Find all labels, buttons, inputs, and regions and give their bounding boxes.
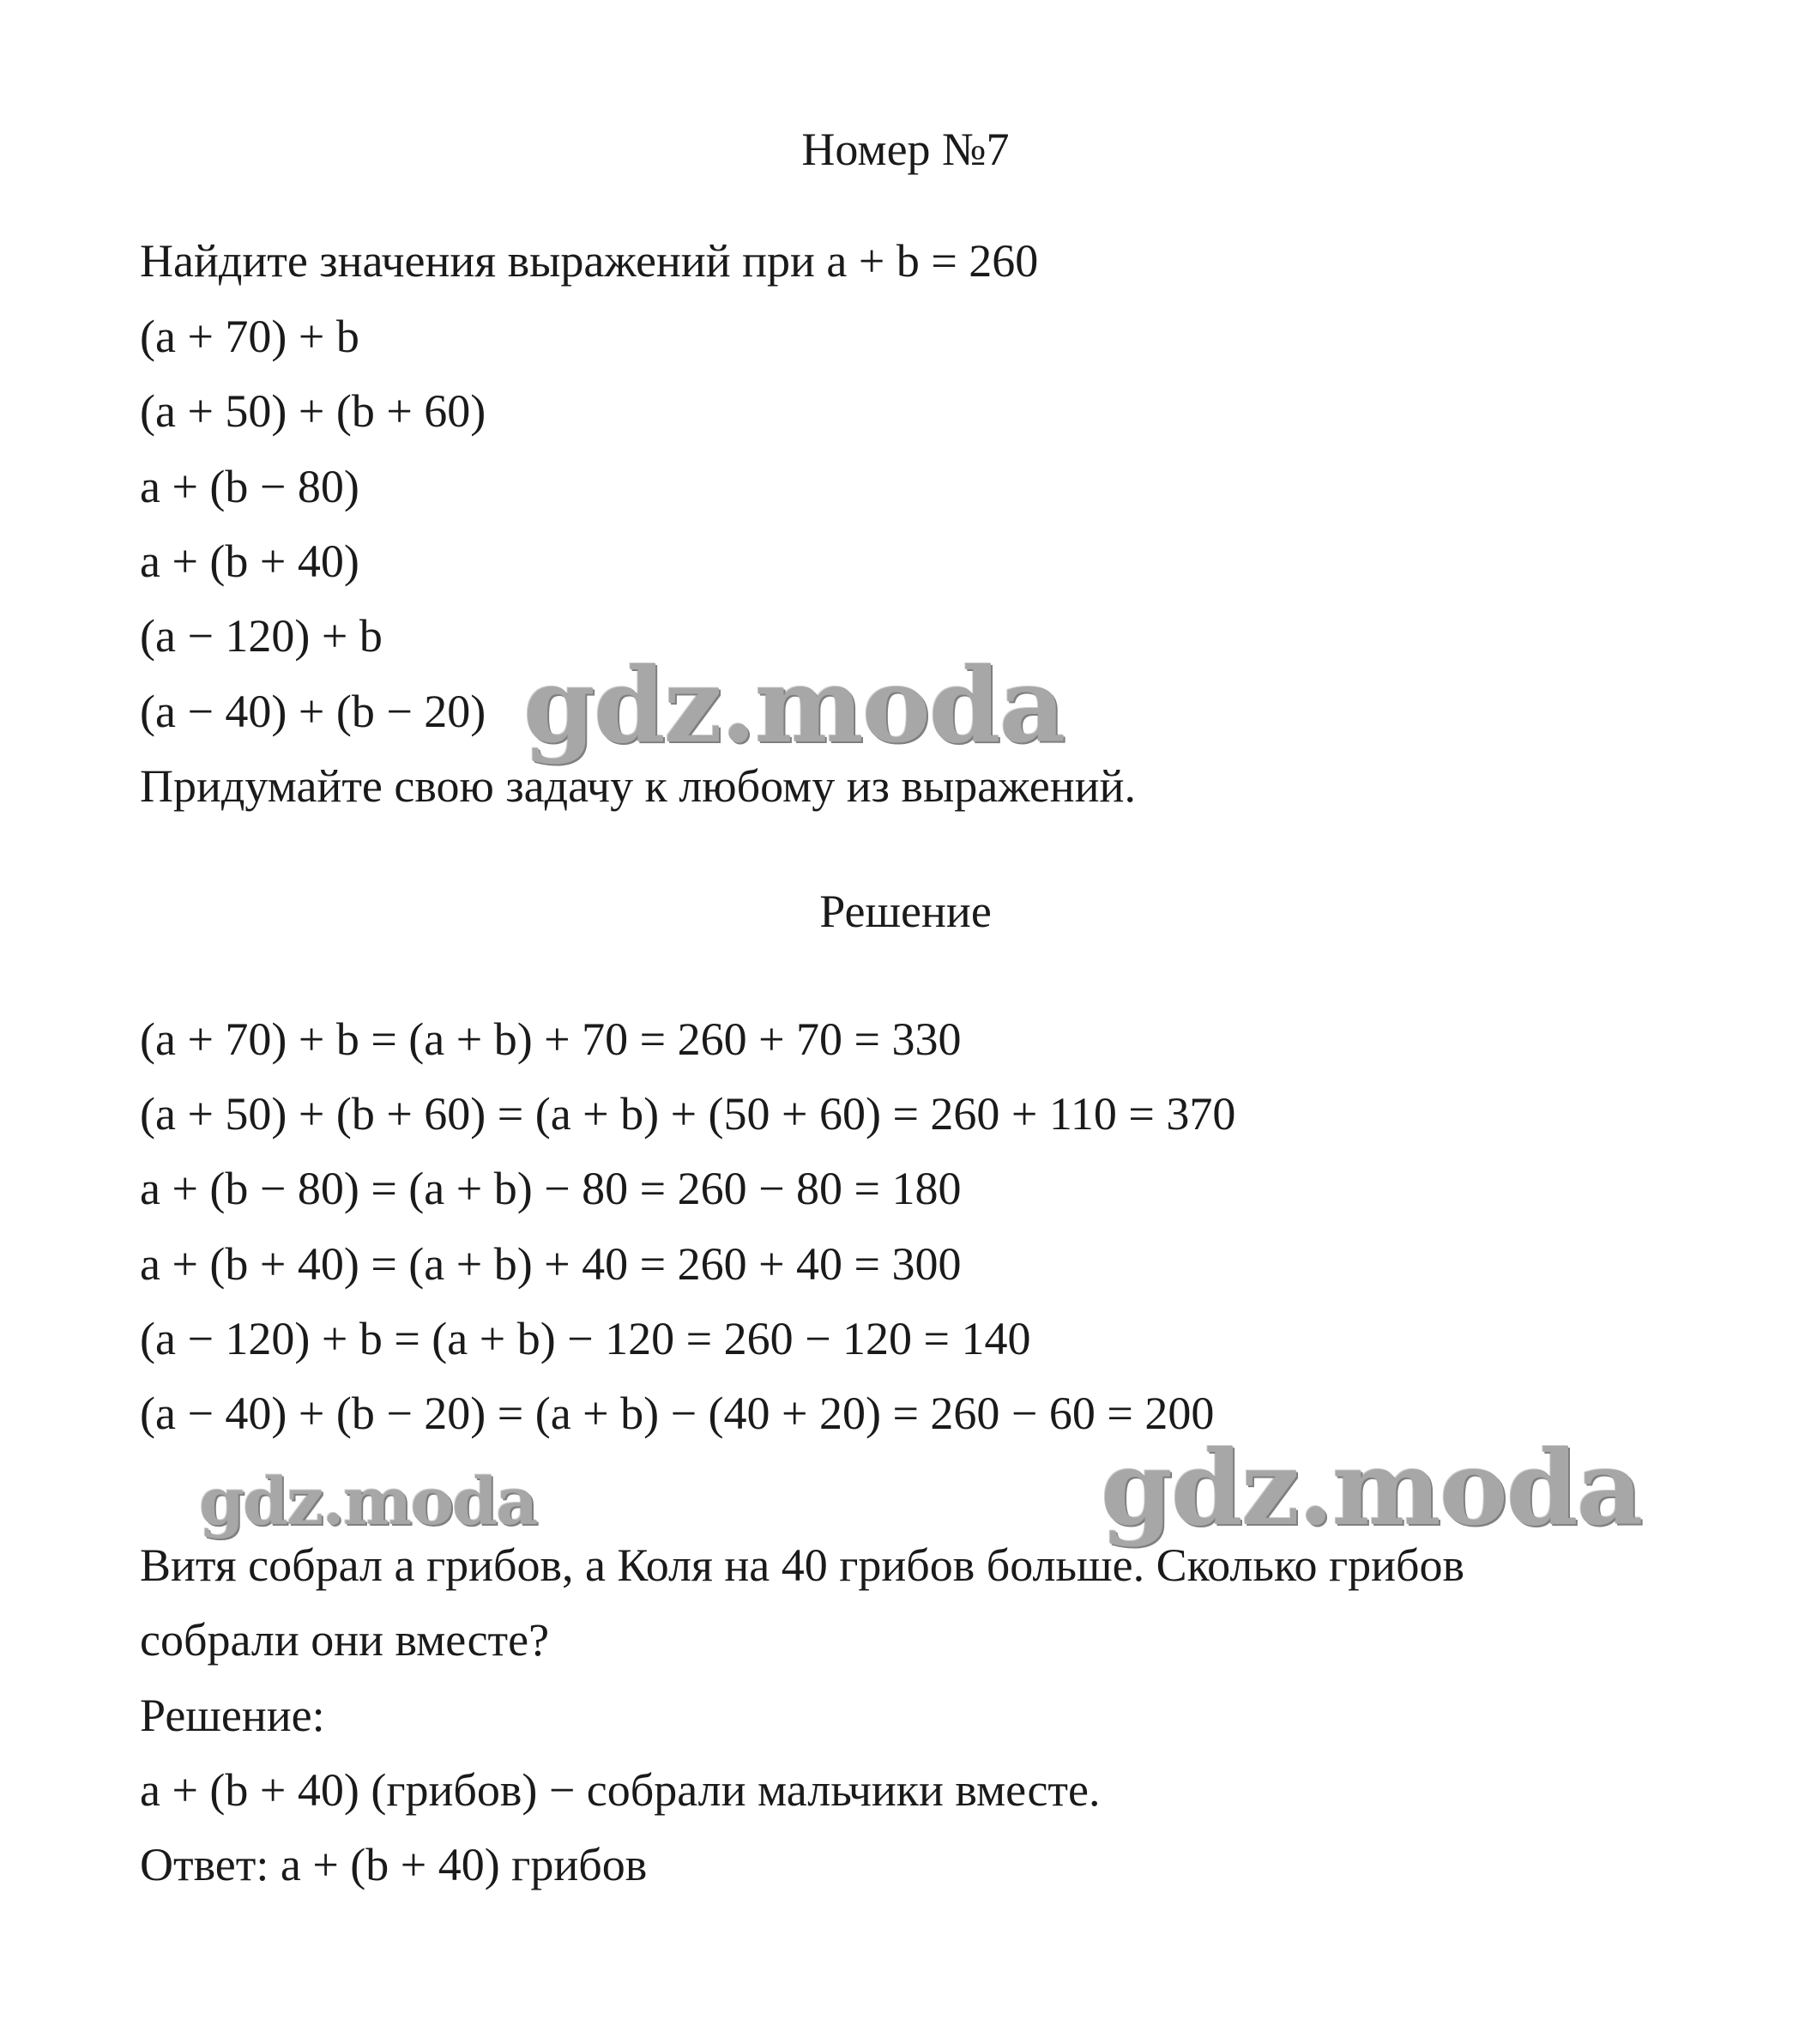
watermark-logo: gdz.moda — [523, 645, 1065, 766]
task-text: Придумайте свою задачу к любому из выражений. — [140, 760, 1136, 812]
problem-intro: Найдите значения выражений при a + b = 260 — [140, 235, 1039, 287]
expression-5: (a − 120) + b — [140, 610, 383, 662]
solution-line-2: (a + 50) + (b + 60) = (a + b) + (50 + 60) = 260 + 110 = 370 — [140, 1088, 1236, 1140]
solution-line-4: a + (b + 40) = (a + b) + 40 = 260 + 40 = 300 — [140, 1238, 962, 1290]
expression-6: (a − 40) + (b − 20) — [140, 686, 486, 737]
solution-heading: Решение — [819, 886, 992, 937]
answer-text: Ответ: a + (b + 40) грибов — [140, 1839, 648, 1890]
expression-4: a + (b + 40) — [140, 535, 359, 587]
expression-3: a + (b − 80) — [140, 461, 359, 512]
solution-line-3: a + (b − 80) = (a + b) − 80 = 260 − 80 = 180 — [140, 1163, 962, 1214]
expression-2: (a + 50) + (b + 60) — [140, 385, 486, 437]
expression-1: (a + 70) + b — [140, 311, 359, 362]
page-title: Номер №7 — [801, 124, 1010, 175]
word-problem-line-1: Витя собрал a грибов, а Коля на 40 грибов больше. Сколько грибов — [140, 1539, 1464, 1591]
solution-line-5: (a − 120) + b = (a + b) − 120 = 260 − 120 = 140 — [140, 1313, 1031, 1364]
word-problem-solution-label: Решение: — [140, 1690, 325, 1741]
watermark-logo: gdz.moda — [1101, 1428, 1642, 1549]
watermark-logo: gdz.moda — [199, 1463, 537, 1539]
word-problem-solution: a + (b + 40) (грибов) − собрали мальчики вместе. — [140, 1764, 1101, 1816]
solution-line-6: (a − 40) + (b − 20) = (a + b) − (40 + 20) = 260 − 60 = 200 — [140, 1388, 1215, 1439]
word-problem-line-2: собрали они вместе? — [140, 1614, 550, 1666]
solution-line-1: (a + 70) + b = (a + b) + 70 = 260 + 70 = 330 — [140, 1013, 962, 1065]
